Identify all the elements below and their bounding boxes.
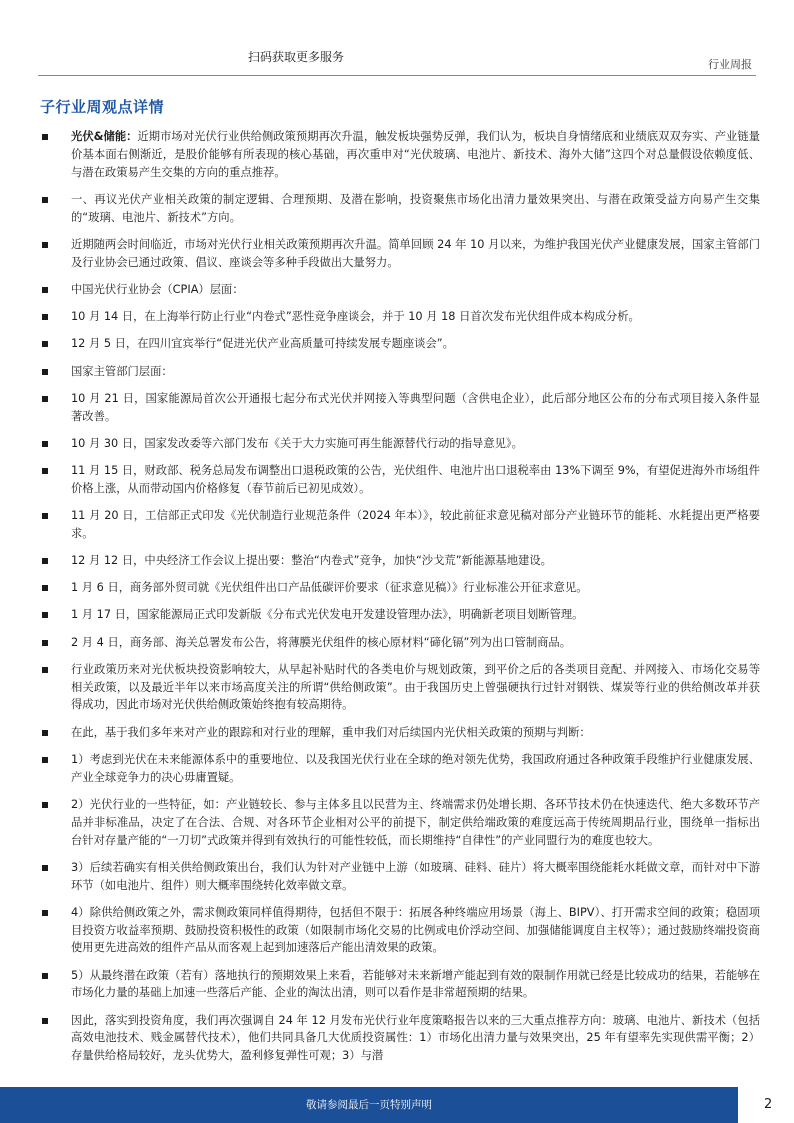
paragraph-text: 中国光伏行业协会（CPIA）层面： [71,282,244,296]
square-bullet-icon [42,314,48,320]
paragraph-text: 11 月 20 日，工信部正式印发《光伏制造行业规范条件（2024 年本）》，较此前征求意见稿对部分产业链环节的能耗、水耗提出更严格要求。 [71,508,760,540]
bullet-paragraph [40,661,760,715]
square-bullet-icon [42,640,48,646]
bullet-paragraph [40,1012,760,1066]
bullet-paragraph [40,579,760,597]
paragraph-text: 2 月 4 日，商务部、海关总署发布公告，将薄膜光伏组件的核心原材料“碲化镉”列为出口管制商品。 [71,635,572,649]
bullet-paragraph [40,967,760,1003]
square-bullet-icon [42,468,48,474]
paragraph-text: 一、再议光伏产业相关政策的制定逻辑、合理预期、及潜在影响，投资聚焦市场化出清力量效果突出、与潜在政策受益方向易产生交集的“玻璃、电池片、新技术”方向。 [71,192,760,224]
bullet-paragraph [40,796,760,850]
bullet-paragraph [40,507,760,543]
disclaimer-notice: 敬请参阅最后一页特别声明 [306,1099,432,1111]
square-bullet-icon [42,612,48,618]
square-bullet-icon [42,197,48,203]
header-divider [38,75,756,76]
square-bullet-icon [42,667,48,673]
paragraph-text: 2）光伏行业的一些特征，如：产业链较长、参与主体多且以民营为主、终端需求仍处增长期、各环节技术仍在快速迭代、绝大多数环节产品并非标准品，决定了在合法、合规、对各环节企业相对公平的前提下，制定供给端政策的难度远高于传统周期品行业，围绕单一指标出台针对存量产能的“一刀切”式政策并得到有效执行的可能性较低，而长期维持“自律性”的产业同盟行为的难度也较大。 [71,797,760,847]
square-bullet-icon [42,513,48,519]
paragraph-text: 在此，基于我们多年来对产业的跟踪和对行业的理解，重申我们对后续国内光伏相关政策的预期与判断： [71,725,591,739]
square-bullet-icon [42,973,48,979]
bullet-paragraph [40,634,760,652]
paragraph-text: 12 月 12 日，中央经济工作会议上提出要：整治“内卷式”竞争，加快“沙戈荒”新能源基地建设。 [71,553,552,567]
paragraph-text: 10 月 30 日，国家发改委等六部门发布《关于大力实施可再生能源替代行动的指导意见》。 [71,436,523,450]
paragraph-text: 12 月 5 日，在四川宜宾举行“促进光伏产业高质量可持续发展专题座谈会”。 [71,337,454,351]
paragraph-text: 5）从最终潜在政策（若有）落地执行的预期效果上来看，若能够对未来新增产能起到有效的限制作用就已经是比较成功的结果，若能够在市场化力量的基础上加速一些落后产能、企业的淘汰出清，则可以看作是非常超预期的结果。 [71,968,760,1000]
paragraph-text: 1 月 17 日，国家能源局正式印发新版《分布式光伏发电开发建设管理办法》，明确新老项目划断管理。 [71,608,584,622]
page-header [0,0,794,80]
square-bullet-icon [42,396,48,402]
square-bullet-icon [42,441,48,447]
square-bullet-icon [42,1018,48,1024]
paragraph-text: 1 月 6 日，商务部外贸司就《光伏组件出口产品低碳评价要求（征求意见稿）》行业标准公开征求意见。 [71,581,588,595]
square-bullet-icon [42,757,48,763]
square-bullet-icon [42,242,48,248]
square-bullet-icon [42,730,48,736]
paragraph-text: 10 月 14 日，在上海举行防止行业“内卷式”恶性竞争座谈会，并于 10 月 18 日首次发布光伏组件成本构成分析。 [71,310,640,324]
report-category: 行业周报 [708,58,752,71]
paragraph-text: 3）后续若确实有相关供给侧政策出台，我们认为针对产业链中上游（如玻璃、硅料、硅片）将大概率围绕能耗水耗做文章，而针对中下游环节（如电池片、组件）则大概率围绕转化效率做文章。 [71,860,760,892]
bullet-paragraph [40,859,760,895]
square-bullet-icon [42,802,48,808]
bullet-paragraph [40,335,760,353]
paragraph-text: 4）除供给侧政策之外，需求侧政策同样值得期待，包括但不限于：拓展各种终端应用场景（海上、BIPV）、打开需求空间的政策；稳固项目投资方收益率预期、鼓励投资积极性的政策（如限制市场化交易的比例或电价浮动空间、加强储能调度自主权等）；通过鼓励终端投资商使用更先进高效的组件产品从而客观上起到加速落后产能出清效果的政策。 [71,905,760,955]
report-body [40,128,760,1075]
page-footer [0,1087,794,1123]
bullet-paragraph [40,606,760,624]
bullet-paragraph [40,390,760,426]
paragraph-text: 近期随两会时间临近，市场对光伏行业相关政策预期再次升温。简单回顾 24 年 10 月以来，为维护我国光伏产业健康发展，国家主管部门及行业协会已通过政策、倡议、座谈会等多种手段做出大量努力。 [71,237,760,269]
paragraph-text: 因此，落实到投资角度，我们再次强调自 24 年 12 月发布光伏行业年度策略报告以来的三大重点推荐方向：玻璃、电池片、新技术（包括高效电池技术、贱金属替代技术），他们共同具备几大优质投资属性：1）市场化出清力量与效果突出，25 年有望率先实现供需平衡；2）存量供给格局较好，龙头优势大，盈利修复弹性可观；3）与潜 [71,1013,760,1063]
bullet-paragraph [40,552,760,570]
bullet-paragraph [40,363,760,381]
page-number: 2 [764,1097,773,1112]
bullet-paragraph [40,281,760,299]
square-bullet-icon [42,585,48,591]
section-title: 子行业周观点详情 [40,98,165,116]
paragraph-text: 行业政策历来对光伏板块投资影响较大，从早起补贴时代的各类电价与规划政策，到平价之后的各类项目竞配、并网接入、市场化交易等相关政策，以及最近半年以来市场高度关注的所谓“供给侧政策”。由于我国历史上曾强硬执行过针对钢铁、煤炭等行业的供给侧改革并获得成功，因此市场对光伏供给侧政策始终抱有较高期待。 [71,662,760,712]
paragraph-text: 1）考虑到光伏在未来能源体系中的重要地位、以及我国光伏行业在全球的绝对领先优势，我国政府通过各种政策手段维护行业健康发展、产业全球竞争力的决心毋庸置疑。 [71,752,760,784]
paragraph-lead: 光伏&储能： [71,130,138,143]
bullet-paragraph [40,128,760,182]
bullet-paragraph [40,236,760,272]
paragraph-text: 近期市场对光伏行业供给侧政策预期再次升温，触发板块强势反弹，我们认为，板块自身情绪底和业绩底双双夯实、产业链量价基本面右侧渐近，是股价能够有所表现的核心基础，再次重申对“光伏玻璃、电池片、新技术、海外大储”这四个对总量假设依赖度低、与潜在政策易产生交集的方向的重点推荐。 [71,130,760,179]
paragraph-text: 国家主管部门层面： [71,364,173,378]
square-bullet-icon [42,341,48,347]
bullet-paragraph [40,462,760,498]
bullet-paragraph [40,904,760,958]
bullet-paragraph [40,435,760,453]
paragraph-text: 10 月 21 日，国家能源局首次公开通报七起分布式光伏并网接入等典型问题（含供电企业），此后部分地区公布的分布式项目接入条件显著改善。 [71,391,760,423]
square-bullet-icon [42,910,48,916]
square-bullet-icon [42,369,48,375]
bullet-paragraph [40,751,760,787]
paragraph-text: 11 月 15 日，财政部、税务总局发布调整出口退税政策的公告，光伏组件、电池片出口退税率由 13%下调至 9%，有望促进海外市场组件价格上涨，从而带动国内价格修复（春节前后已初见成效）。 [71,463,760,495]
square-bullet-icon [42,558,48,564]
square-bullet-icon [42,865,48,871]
square-bullet-icon [42,134,48,140]
scan-qr-text[interactable]: 扫码获取更多服务 [248,50,345,64]
square-bullet-icon [42,287,48,293]
bullet-paragraph [40,724,760,742]
bullet-paragraph [40,191,760,227]
bullet-paragraph [40,308,760,326]
